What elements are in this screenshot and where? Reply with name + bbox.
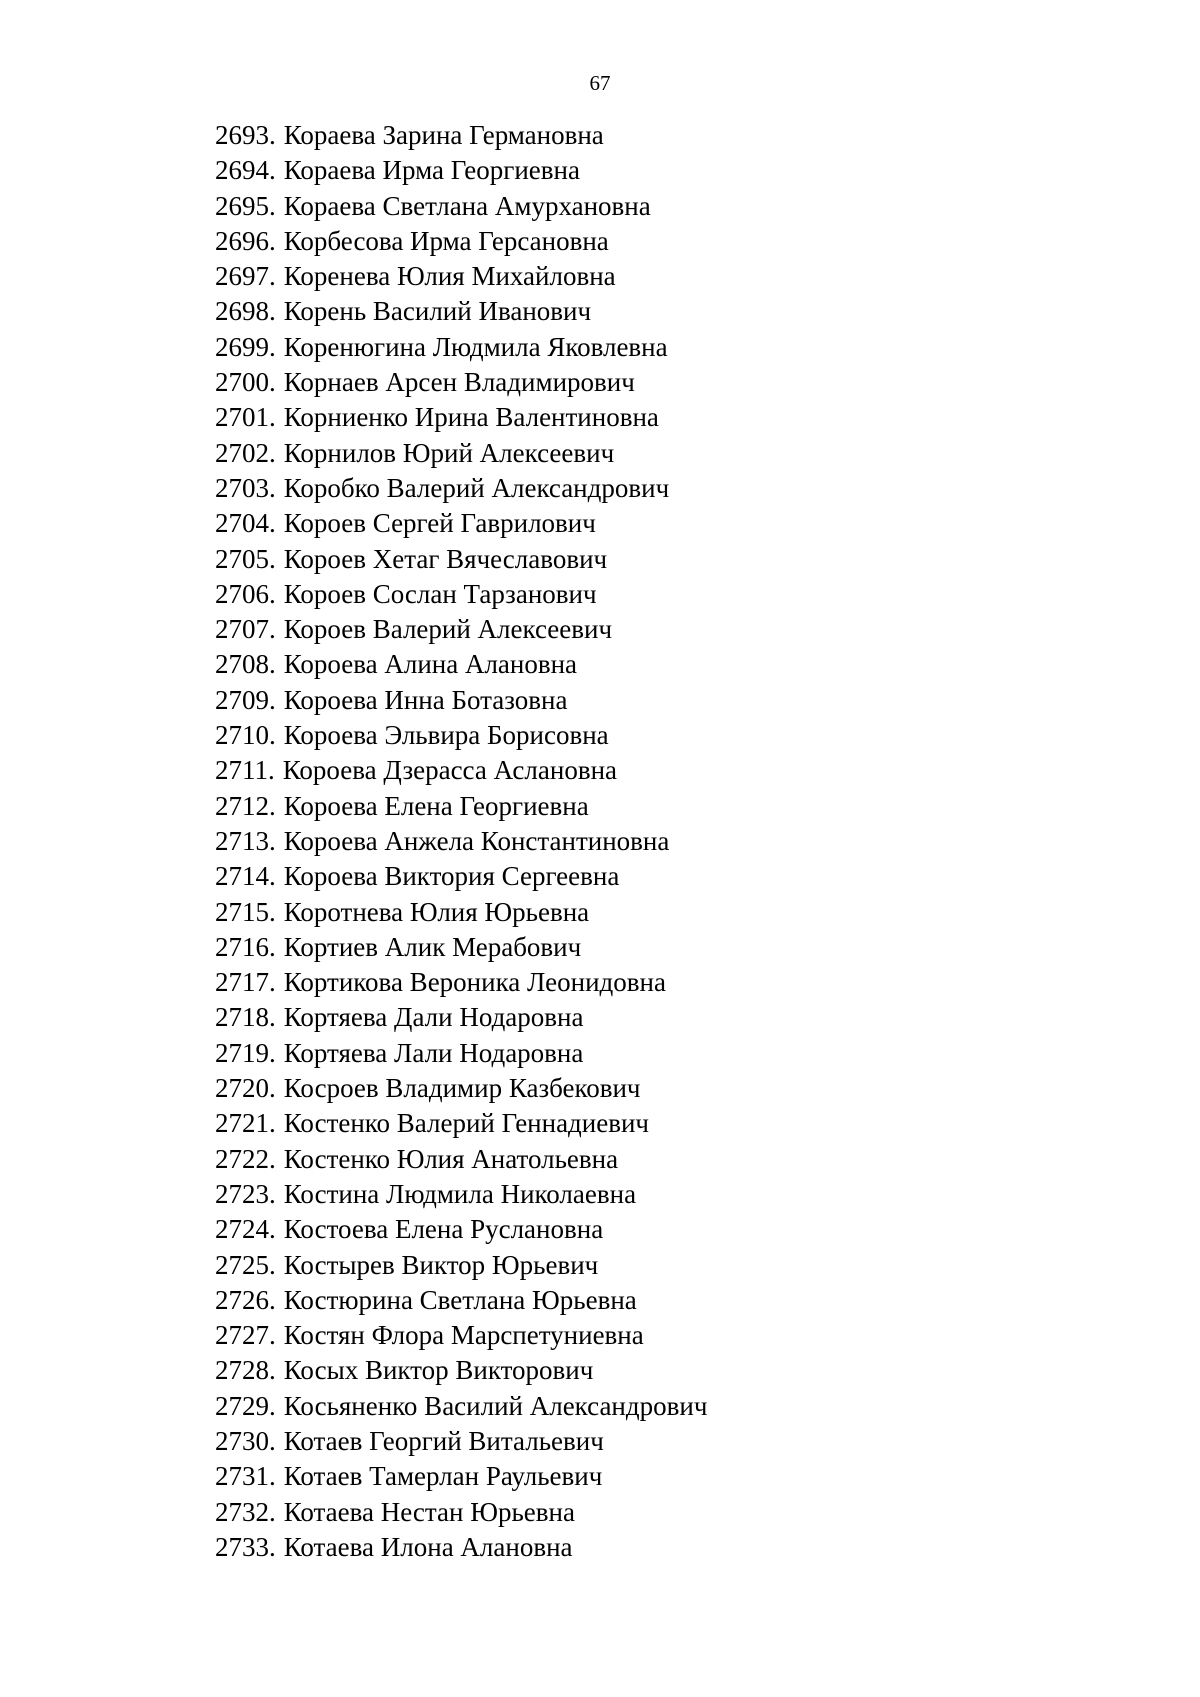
list-item-name: Корбесова Ирма Герсановна [283,225,609,256]
list-item-number: 2730. [215,1425,276,1456]
list-item-number: 2733. [215,1531,276,1562]
list-item-number: 2727. [215,1320,276,1351]
list-item [215,1353,707,1388]
list-item-name: Корнилов Юрий Алексеевич [283,437,615,468]
list-item-number: 2694. [215,155,276,186]
list-item-number: 2718. [215,1002,276,1033]
list-item-number: 2720. [215,1073,276,1104]
list-item-name: Костина Людмила Николаевна [283,1178,637,1209]
list-item [215,1424,707,1459]
list-item-name: Коренева Юлия Михайловна [283,261,616,292]
list-item-number: 2703. [215,472,276,503]
list-item-number: 2714. [215,861,276,892]
list-item-number: 2724. [215,1214,276,1245]
list-item-name: Кораева Зарина Германовна [283,120,604,150]
list-item-number: 2700. [215,367,276,398]
list-item-number: 2696. [215,225,276,256]
list-item-number: 2699. [215,331,276,362]
list-item-name: Короев Сергей Гаврилович [283,508,596,539]
list-item-name: Костоева Елена Руслановна [283,1214,604,1245]
list-item [215,224,707,259]
list-item-name: Корниенко Ирина Валентиновна [283,402,659,433]
list-item [215,930,707,965]
list-item-number: 2722. [215,1143,276,1174]
list-item [215,1283,707,1318]
list-item [215,647,707,682]
list-item-name: Котаев Тамерлан Раульевич [283,1461,603,1492]
list-item-number: 2725. [215,1249,276,1280]
list-item-name: Кораева Светлана Амурхановна [283,190,651,221]
list-item-name: Костенко Юлия Анатольевна [283,1143,619,1174]
list-item [215,895,707,930]
list-item-name: Короева Виктория Сергеевна [283,861,620,892]
list-item-name: Котаев Георгий Витальевич [283,1425,604,1456]
list-item-number: 2709. [215,684,276,715]
list-item [215,294,707,329]
list-item-number: 2716. [215,931,276,962]
list-item-name: Костенко Валерий Геннадиевич [283,1108,650,1139]
list-item [215,1000,707,1035]
list-item-number: 2698. [215,296,276,327]
list-item [215,153,707,188]
list-item-number: 2728. [215,1355,276,1386]
list-item-name: Кораева Ирма Георгиевна [283,155,580,186]
list-item [215,1318,707,1353]
list-item-name: Короева Анжела Константиновна [283,825,670,856]
list-item [215,1177,707,1212]
list-item-name: Коротнева Юлия Юрьевна [283,896,590,927]
list-item-name: Короев Сослан Тарзанович [283,578,597,609]
list-item [215,1248,707,1283]
list-item [215,1106,707,1141]
list-item-number: 2708. [215,649,276,680]
list-item-name: Короев Хетаг Вячеславович [283,543,608,574]
list-item [215,718,707,753]
list-item-number: 2721. [215,1108,276,1139]
list-item [215,753,707,788]
list-item [215,330,707,365]
page-number: 67 [589,71,611,95]
list-item-name: Костян Флора Марспетуниевна [283,1320,644,1351]
list-item-name: Котаева Нестан Юрьевна [283,1496,575,1527]
list-item-name: Короева Дзерасса Аслановна [282,755,618,786]
list-item-number: 2719. [215,1037,276,1068]
list-item-number: 2693. [215,120,276,150]
list-item-number: 2711. [215,755,275,786]
list-item-name: Короева Эльвира Борисовна [283,720,609,751]
list-item [215,577,707,612]
list-item-name: Короева Алина Алановна [283,649,578,680]
list-item [215,1530,707,1565]
list-item [215,259,707,294]
list-item-name: Кортиев Алик Мерабович [283,931,582,962]
list-item-name: Котаева Илона Алановна [283,1531,573,1562]
list-item [215,506,707,541]
list-item-name: Костырев Виктор Юрьевич [283,1249,599,1280]
list-item [215,542,707,577]
list-item [215,189,707,224]
list-item-name: Костюрина Светлана Юрьевна [283,1284,637,1315]
list-item-name: Кортикова Вероника Леонидовна [283,967,666,998]
list-item [215,400,707,435]
list-item-name: Короева Елена Георгиевна [283,790,589,821]
list-item-number: 2712. [215,790,276,821]
list-item [215,965,707,1000]
list-item-name: Косьяненко Василий Александрович [283,1390,708,1421]
list-item-name: Коренюгина Людмила Яковлевна [283,331,668,362]
list-item-name: Косых Виктор Викторович [283,1355,594,1386]
list-item [215,859,707,894]
list-item [215,471,707,506]
list-item-name: Корнаев Арсен Владимирович [283,367,635,398]
list-item-number: 2726. [215,1284,276,1315]
list-item [215,824,707,859]
list-item-name: Короев Валерий Алексеевич [283,614,613,645]
list-item [215,436,707,471]
list-item-number: 2732. [215,1496,276,1527]
list-item [215,1459,707,1494]
list-item [215,789,707,824]
list-item [215,365,707,400]
list-item [215,612,707,647]
list-item-number: 2723. [215,1178,276,1209]
list-item-number: 2706. [215,578,276,609]
list-item [215,1036,707,1071]
list-item-name: Коробко Валерий Александрович [283,472,670,503]
list-item-number: 2731. [215,1461,276,1492]
list-item-number: 2695. [215,190,276,221]
list-item-name: Корень Василий Иванович [283,296,592,327]
list-item [215,1212,707,1247]
list-item-number: 2713. [215,825,276,856]
list-item-number: 2702. [215,437,276,468]
list-item-number: 2717. [215,967,276,998]
list-item-name: Кортяева Дали Нодаровна [283,1002,584,1033]
list-item-number: 2697. [215,261,276,292]
list-item [215,1142,707,1177]
list-item-name: Косроев Владимир Казбекович [283,1073,641,1104]
list-item-name: Короева Инна Ботазовна [283,684,568,715]
list-item-number: 2705. [215,543,276,574]
list-item-number: 2707. [215,614,276,645]
list-item [215,118,707,153]
list-item [215,1389,707,1424]
list-item-number: 2715. [215,896,276,927]
list-item-name: Кортяева Лали Нодаровна [283,1037,584,1068]
list-item-number: 2729. [215,1390,276,1421]
list-item-number: 2704. [215,508,276,539]
name-list [215,118,707,1565]
list-item [215,1495,707,1530]
list-item [215,1071,707,1106]
list-item-number: 2710. [215,720,276,751]
list-item [215,683,707,718]
list-item-number: 2701. [215,402,276,433]
